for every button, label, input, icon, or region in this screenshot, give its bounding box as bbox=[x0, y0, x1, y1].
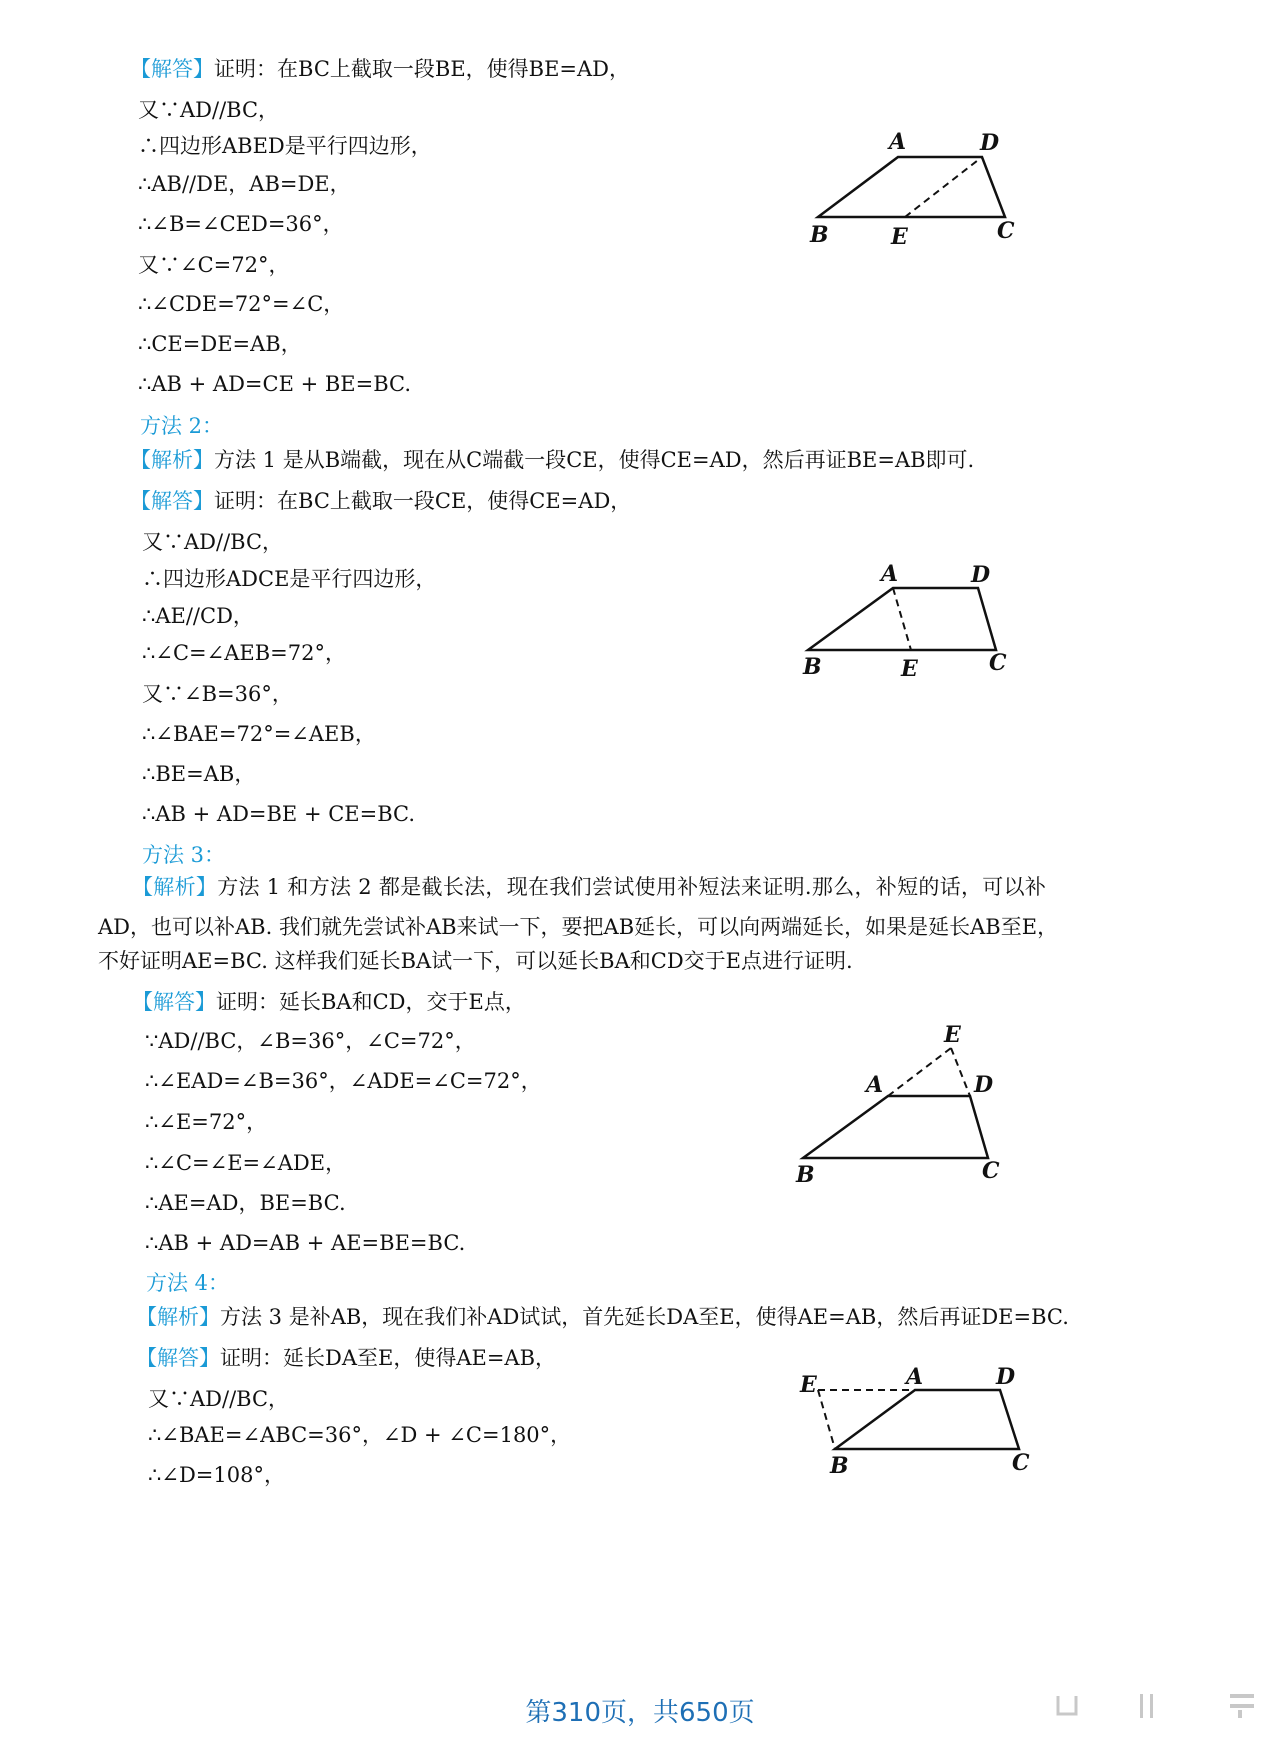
method1-label-d: D bbox=[980, 130, 1000, 156]
method2-step-5: 又∵∠B=36°， bbox=[142, 682, 293, 706]
method3-step-6: ∴AB + AD=AB + AE=BE=BC. bbox=[145, 1231, 466, 1255]
single-page-view-icon[interactable] bbox=[1054, 1692, 1080, 1720]
method3-label-c: C bbox=[982, 1158, 1000, 1184]
method1-step-6: ∴∠CDE=72°=∠C， bbox=[138, 292, 345, 316]
method4-step-2: ∴∠BAE=∠ABC=36°，∠D + ∠C=180°， bbox=[148, 1423, 572, 1447]
method1-step-5: 又∵∠C=72°， bbox=[138, 253, 290, 277]
answer-tag: 【解答】 bbox=[136, 1346, 220, 1370]
method2-step-8: ∴AB + AD=BE + CE=BC. bbox=[142, 802, 416, 826]
method1-label-c: C bbox=[997, 218, 1015, 244]
method3-analysis-line-3: 不好证明AE=BC. 这样我们延长BA试一下，可以延长BA和CD交于E点进行证明. bbox=[98, 949, 853, 973]
method4-label-c: C bbox=[1012, 1450, 1030, 1476]
method1-step-7: ∴CE=DE=AB， bbox=[138, 332, 302, 356]
method4-trapezoid bbox=[835, 1390, 1019, 1449]
method4-label-a: A bbox=[906, 1364, 924, 1390]
method1-label-a: A bbox=[889, 129, 907, 155]
answer-tag: 【解答】 bbox=[130, 57, 214, 81]
method3-step-3: ∴∠E=72°， bbox=[145, 1110, 268, 1134]
method3-heading: 方法 3： bbox=[142, 843, 226, 867]
method2-step-2: ∴四边形ADCE是平行四边形， bbox=[142, 567, 437, 591]
method4-heading: 方法 4： bbox=[146, 1271, 230, 1295]
double-page-view-icon[interactable] bbox=[1140, 1694, 1153, 1718]
answer-tag: 【解答】 bbox=[132, 990, 216, 1014]
method3-step-1: ∵AD//BC，∠B=36°，∠C=72°， bbox=[145, 1029, 476, 1053]
method3-label-d: D bbox=[974, 1072, 994, 1098]
method4-step-3: ∴∠D=108°， bbox=[148, 1463, 285, 1487]
method1-step-8: ∴AB + AD=CE + BE=BC. bbox=[138, 372, 412, 396]
method3-analysis-text-1: 方法 1 和方法 2 都是截长法，现在我们尝试使用补短法来证明.那么，补短的话，可以补 bbox=[217, 875, 1047, 899]
answer-tag: 【解答】 bbox=[130, 489, 214, 513]
method2-step-7: ∴BE=AB， bbox=[142, 762, 256, 786]
analysis-tag: 【解析】 bbox=[132, 875, 218, 899]
method3-step-4: ∴∠C=∠E=∠ADE， bbox=[145, 1151, 347, 1175]
scroll-view-icon[interactable] bbox=[1230, 1694, 1254, 1718]
method3-answer-text: 证明：延长BA和CD，交于E点， bbox=[216, 990, 526, 1014]
method2-step-1: 又∵AD//BC， bbox=[142, 530, 284, 554]
method1-answer-text: 证明：在BC上截取一段BE，使得BE=AD， bbox=[214, 57, 631, 81]
method1-step-3: ∴AB//DE，AB=DE， bbox=[138, 172, 351, 196]
method2-label-b: B bbox=[803, 654, 822, 680]
method1-label-e: E bbox=[891, 224, 908, 250]
method4-label-d: D bbox=[996, 1364, 1016, 1390]
method2-label-d: D bbox=[971, 562, 991, 588]
method1-label-b: B bbox=[810, 222, 829, 248]
analysis-tag: 【解析】 bbox=[136, 1305, 220, 1329]
method3-label-b: B bbox=[796, 1162, 815, 1188]
method4-step-1: 又∵AD//BC， bbox=[148, 1387, 290, 1411]
method2-step-6: ∴∠BAE=72°=∠AEB， bbox=[142, 722, 376, 746]
method3-step-5: ∴AE=AD，BE=BC. bbox=[145, 1191, 346, 1215]
method4-answer-text: 证明：延长DA至E，使得AE=AB， bbox=[220, 1346, 557, 1370]
method1-step-4: ∴∠B=∠CED=36°， bbox=[138, 212, 344, 236]
method4-analysis-text: 方法 3 是补AB，现在我们补AD试试，首先延长DA至E，使得AE=AB，然后再证DE=BC. bbox=[220, 1305, 1069, 1329]
method1-step-2: ∴四边形ABED是平行四边形， bbox=[138, 134, 432, 158]
method4-dashed-eb bbox=[818, 1390, 835, 1449]
method3-step-2: ∴∠EAD=∠B=36°，∠ADE=∠C=72°， bbox=[145, 1069, 542, 1093]
analysis-tag: 【解析】 bbox=[130, 448, 214, 472]
method4-label-e: E bbox=[800, 1372, 817, 1398]
method2-label-a: A bbox=[881, 561, 899, 587]
method2-answer-text: 证明：在BC上截取一段CE，使得CE=AD， bbox=[214, 489, 632, 513]
method3-label-e: E bbox=[944, 1022, 961, 1048]
method2-label-e: E bbox=[901, 656, 918, 682]
page-indicator: 第310页，共650页 bbox=[525, 1698, 755, 1728]
method2-heading: 方法 2： bbox=[140, 414, 224, 438]
method2-analysis-text: 方法 1 是从B端截，现在从C端截一段CE，使得CE=AD，然后再证BE=AB即可. bbox=[214, 448, 975, 472]
page-toolbar bbox=[1052, 1692, 1262, 1722]
method3-analysis-line-2: AD，也可以补AB. 我们就先尝试补AB来试一下，要把AB延长，可以向两端延长，如果是延长AB至E， bbox=[98, 915, 1059, 939]
method2-label-c: C bbox=[989, 650, 1007, 676]
method2-step-3: ∴AE//CD， bbox=[142, 604, 254, 628]
method1-step-1: 又∵AD//BC， bbox=[138, 98, 280, 122]
method3-label-a: A bbox=[866, 1072, 884, 1098]
method4-label-b: B bbox=[830, 1453, 849, 1479]
method2-step-4: ∴∠C=∠AEB=72°， bbox=[142, 641, 346, 665]
